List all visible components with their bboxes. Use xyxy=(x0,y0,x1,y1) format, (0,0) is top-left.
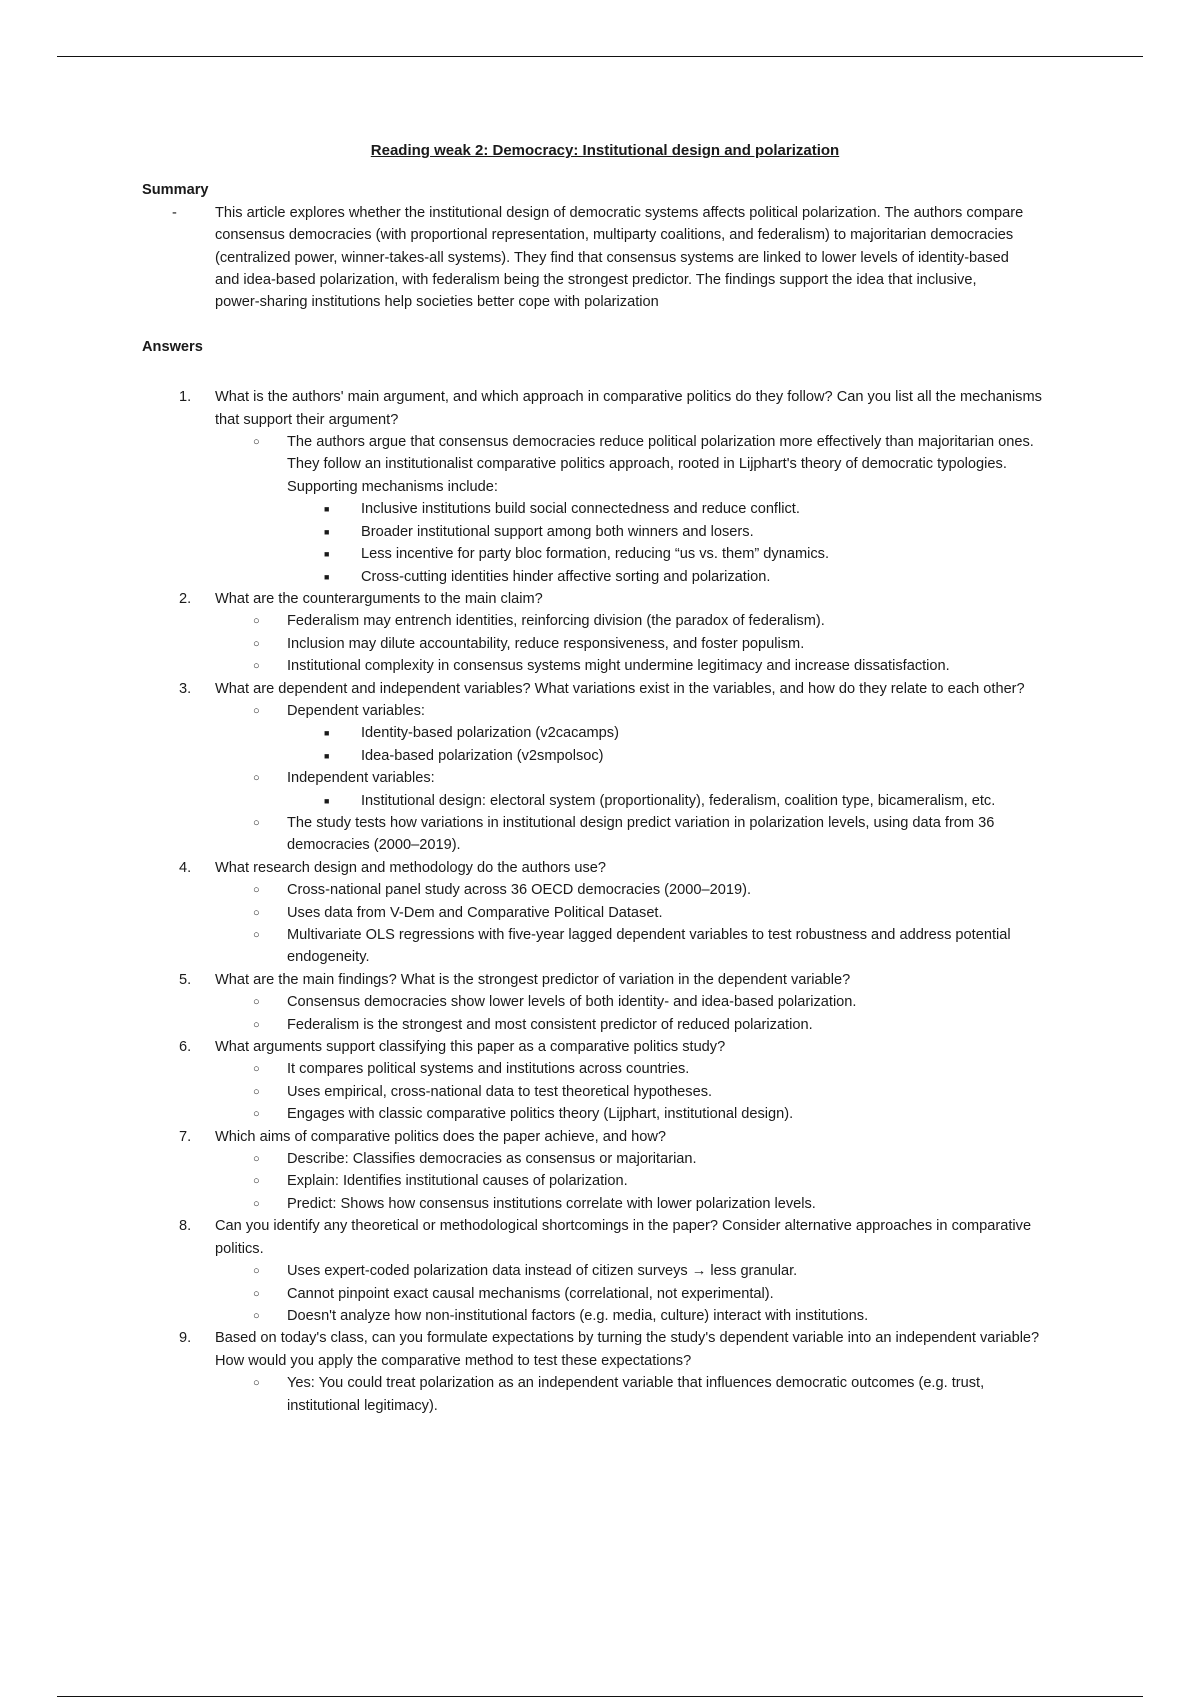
summary-text: This article explores whether the institutional design of democratic systems affects political polarization. The authors compare consensus democracies (with proportional representation, multiparty coalitions, and federalism) to majoritarian democracies (centralized power, winner-takes-all systems). They find that consensus systems are linked to lower levels of identity-based and idea-based polarization, with federalism being the strongest predictor. The findings support the idea that inclusive, power-sharing institutions help societies better cope with polarization xyxy=(215,204,1024,311)
variable-item xyxy=(0,722,1200,744)
mechanism-item xyxy=(0,566,1200,588)
question-5 xyxy=(0,969,1200,991)
question-text: What research design and methodology do the authors use? xyxy=(215,859,607,876)
square-bullet-icon: ■ xyxy=(324,571,330,582)
variable-item xyxy=(0,790,1200,812)
summary-heading: Summary xyxy=(142,182,209,199)
dash-bullet: - xyxy=(172,204,177,221)
answer-item xyxy=(0,1283,1200,1305)
variable-text: Identity-based polarization (v2cacamps) xyxy=(361,725,619,742)
circle-bullet-icon: ○ xyxy=(253,436,260,449)
answer-item xyxy=(0,879,1200,901)
circle-bullet-icon: ○ xyxy=(253,615,260,628)
answer-text: Cross-national panel study across 36 OECD democracies (2000–2019). xyxy=(287,882,751,899)
question-3 xyxy=(0,678,1200,700)
answer-text: Inclusion may dilute accountability, reduce responsiveness, and foster populism. xyxy=(287,635,805,652)
question-text: Which aims of comparative politics does the paper achieve, and how? xyxy=(215,1128,667,1145)
answer-item xyxy=(0,1058,1200,1080)
circle-bullet-icon: ○ xyxy=(253,816,260,829)
answer-text: Consensus democracies show lower levels of both identity- and idea-based polarization. xyxy=(287,994,857,1011)
answers-heading: Answers xyxy=(142,338,203,355)
answer-text: Doesn't analyze how non-institutional factors (e.g. media, culture) interact with institutions. xyxy=(287,1307,869,1324)
question-number: 8. xyxy=(179,1218,192,1235)
question-number: 2. xyxy=(179,590,192,607)
answer-item xyxy=(0,767,1200,789)
question-7 xyxy=(0,1126,1200,1148)
question-number: 3. xyxy=(179,680,192,697)
circle-bullet-icon: ○ xyxy=(253,1377,260,1390)
answer-text: Uses expert-coded polarization data instead of citizen surveys → less granular. xyxy=(287,1263,798,1280)
question-number: 1. xyxy=(179,389,192,406)
square-bullet-icon: ■ xyxy=(324,728,330,739)
answer-item xyxy=(0,1081,1200,1103)
top-rule xyxy=(57,56,1143,57)
circle-bullet-icon: ○ xyxy=(253,1108,260,1121)
summary-item xyxy=(0,202,1200,314)
question-4 xyxy=(0,857,1200,879)
variable-text: Institutional design: electoral system (proportionality), federalism, coalition type, bicameralism, etc. xyxy=(361,792,996,809)
answer-text: Multivariate OLS regressions with five-year lagged dependent variables to test robustness and address potential endogeneity. xyxy=(287,927,1011,966)
question-number: 9. xyxy=(179,1330,192,1347)
question-number: 4. xyxy=(179,859,192,876)
bottom-rule xyxy=(57,1696,1143,1697)
document-body xyxy=(0,140,1200,1417)
answer-item xyxy=(0,1260,1200,1282)
question-1 xyxy=(0,386,1200,431)
square-bullet-icon: ■ xyxy=(324,526,330,537)
circle-bullet-icon: ○ xyxy=(253,637,260,650)
answer-item xyxy=(0,1170,1200,1192)
circle-bullet-icon: ○ xyxy=(253,996,260,1009)
circle-bullet-icon: ○ xyxy=(253,1197,260,1210)
circle-bullet-icon: ○ xyxy=(253,884,260,897)
question-number: 7. xyxy=(179,1128,192,1145)
question-text: What is the authors' main argument, and which approach in comparative politics do they follow? Can you list all the mechanisms that support their argument? xyxy=(215,389,1042,428)
answer-text: Describe: Classifies democracies as consensus or majoritarian. xyxy=(287,1151,697,1168)
answer-item xyxy=(0,1103,1200,1125)
question-text: What are dependent and independent variables? What variations exist in the variables, and how do they relate to each other? xyxy=(215,680,1025,697)
question-text: Based on today's class, can you formulate expectations by turning the study's dependent variable into an independent variable? How would you apply the comparative method to test these expectations? xyxy=(215,1330,1040,1369)
mechanism-item xyxy=(0,498,1200,520)
mechanism-text: Cross-cutting identities hinder affective sorting and polarization. xyxy=(361,568,771,585)
answer-item xyxy=(0,633,1200,655)
question-text: What are the counterarguments to the main claim? xyxy=(215,590,543,607)
question-number: 5. xyxy=(179,971,192,988)
answer-item xyxy=(0,1193,1200,1215)
mechanism-text: Broader institutional support among both winners and losers. xyxy=(361,523,754,540)
answer-text: The study tests how variations in institutional design predict variation in polarization levels, using data from 36 democracies (2000–2019). xyxy=(287,814,995,854)
answer-continuation: Supporting mechanisms include: xyxy=(287,478,498,495)
question-text: What are the main findings? What is the strongest predictor of variation in the dependent variable? xyxy=(215,971,851,988)
answer-text: Engages with classic comparative politics theory (Lijphart, institutional design). xyxy=(287,1106,794,1123)
answer-text: Uses empirical, cross-national data to test theoretical hypotheses. xyxy=(287,1083,713,1100)
circle-bullet-icon: ○ xyxy=(253,1085,260,1098)
page-title: Reading weak 2: Democracy: Institutional design and polarization xyxy=(370,142,840,159)
answer-text: Institutional complexity in consensus systems might undermine legitimacy and increase dissatisfaction. xyxy=(287,658,950,675)
answer-item xyxy=(0,1148,1200,1170)
question-9 xyxy=(0,1327,1200,1372)
circle-bullet-icon: ○ xyxy=(253,1018,260,1031)
mechanism-text: Inclusive institutions build social connectedness and reduce conflict. xyxy=(361,501,800,518)
variable-item xyxy=(0,745,1200,767)
square-bullet-icon: ■ xyxy=(324,795,330,806)
independent-label: Independent variables: xyxy=(287,770,435,787)
circle-bullet-icon: ○ xyxy=(253,1175,260,1188)
answer-text: Yes: You could treat polarization as an independent variable that influences democratic outcomes (e.g. trust, institutional legitimacy). xyxy=(287,1375,985,1414)
answer-text: Federalism may entrench identities, reinforcing division (the paradox of federalism). xyxy=(287,613,825,630)
question-text: What arguments support classifying this paper as a comparative politics study? xyxy=(215,1039,726,1056)
square-bullet-icon: ■ xyxy=(324,750,330,761)
circle-bullet-icon: ○ xyxy=(253,1265,260,1278)
answer-item xyxy=(0,924,1200,969)
answer-item xyxy=(0,1014,1200,1036)
question-text: Can you identify any theoretical or methodological shortcomings in the paper? Consider alternative approaches in comparative politics. xyxy=(215,1218,1032,1257)
mechanism-item xyxy=(0,521,1200,543)
mechanism-text: Less incentive for party bloc formation, reducing “us vs. them” dynamics. xyxy=(361,546,830,563)
answer-item xyxy=(0,812,1200,857)
question-2 xyxy=(0,588,1200,610)
circle-bullet-icon: ○ xyxy=(253,1287,260,1300)
variable-text: Idea-based polarization (v2smpolsoc) xyxy=(361,747,604,764)
answer-item xyxy=(0,902,1200,924)
answer-text: Uses data from V-Dem and Comparative Political Dataset. xyxy=(287,904,663,921)
square-bullet-icon: ■ xyxy=(324,504,330,515)
circle-bullet-icon: ○ xyxy=(253,906,260,919)
answer-item xyxy=(0,1305,1200,1327)
question-number: 6. xyxy=(179,1039,192,1056)
square-bullet-icon: ■ xyxy=(324,549,330,560)
answer-text: Federalism is the strongest and most consistent predictor of reduced polarization. xyxy=(287,1016,813,1033)
mechanism-item xyxy=(0,543,1200,565)
answer-item xyxy=(0,1372,1200,1417)
answer-text: Explain: Identifies institutional causes of polarization. xyxy=(287,1173,628,1190)
answer-text: Cannot pinpoint exact causal mechanisms (correlational, not experimental). xyxy=(287,1285,774,1302)
question-6 xyxy=(0,1036,1200,1058)
circle-bullet-icon: ○ xyxy=(253,704,260,717)
answer-text: It compares political systems and institutions across countries. xyxy=(287,1061,690,1078)
answer-text: The authors argue that consensus democracies reduce political polarization more effectively than majoritarian ones. They follow an institutionalist comparative politics approach, rooted in Lijphart's theory of democratic typologies. xyxy=(287,434,1034,473)
dependent-label: Dependent variables: xyxy=(287,702,425,719)
circle-bullet-icon: ○ xyxy=(253,929,260,941)
answer-item xyxy=(0,700,1200,722)
question-8 xyxy=(0,1215,1200,1260)
answer-item xyxy=(0,991,1200,1013)
circle-bullet-icon: ○ xyxy=(253,660,260,673)
circle-bullet-icon: ○ xyxy=(253,772,260,785)
answer-item xyxy=(0,431,1200,476)
circle-bullet-icon: ○ xyxy=(253,1309,260,1322)
answer-item xyxy=(0,655,1200,677)
answer-text: Predict: Shows how consensus institutions correlate with lower polarization levels. xyxy=(287,1195,816,1212)
answer-item xyxy=(0,610,1200,632)
circle-bullet-icon: ○ xyxy=(253,1153,260,1166)
circle-bullet-icon: ○ xyxy=(253,1063,260,1076)
